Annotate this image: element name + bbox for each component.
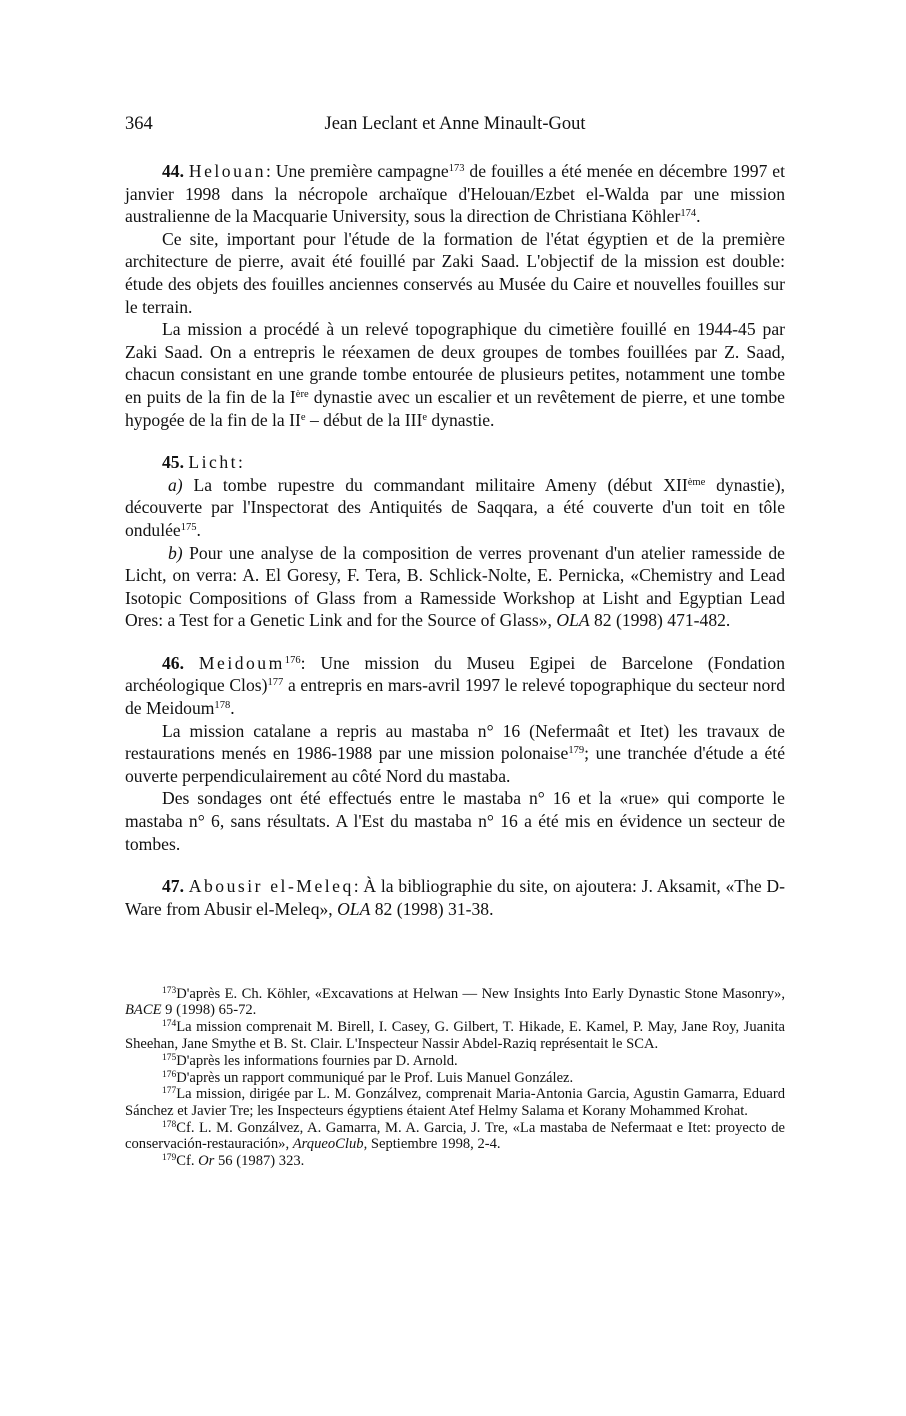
section-47-paragraph: 47. Abousir el-Meleq: À la bibliographie du site, on ajoutera: J. Aksamit, «The D-Ware from Abusir el-Meleq», OLA 82 (1998) 31-38. [125,876,785,919]
section-45-item-b: b) Pour une analyse de la composition de verres provenant d'un atelier ramesside de Licht, on verra: A. El Goresy, F. Tera, B. Schlick-Nolte, E. Pernicka, «Chemistry and Lead Isotopic Compositions of Glass from a Ramesside Workshop at Lisht and Egyptian Lead Ores: a Test for a Genetic Link and for the Source of Glass», OLA 82 (1998) 471-482. [125,542,785,631]
footnote-number: 177 [162,1086,177,1097]
section-number: 46. [162,652,184,673]
item-label: b) [168,542,183,563]
footnote-ref: 173 [448,163,465,175]
running-title: Jean Leclant et Anne Minault-Gout [324,114,586,134]
footnote-ref: 178 [214,700,231,712]
footnote-number: 179 [162,1152,177,1163]
journal-title: Or [198,1153,215,1170]
footnote-176: $^{176}$D'après un rapport communiqué par le Prof. Luis Manuel González. [162,1069,574,1086]
section-45-heading: 45. Licht: [162,452,243,473]
footnote-178: $^{178}$Cf. L. M. Gonzálvez, A. Gamarra, M. A. Garcia, J. Tre, «La mastaba de Nefermaat e Itet: proyecto de conservación-restauración», ArqueoClub, Septiembre 1998, 2-4. [125,1119,785,1153]
section-number: 45. [162,452,184,473]
site-name: Licht [188,452,239,473]
footnote-ref: 175 [180,522,197,534]
section-45-item-a: a) La tombe rupestre du commandant militaire Ameny (début XIIème dynastie), découverte par l'Inspectorat des Antiquités de Saqqara, a été couverte d'un toit en tôle ondulée$^{175}$. [125,474,785,540]
section-46-paragraph-1: 46. Meidoum$^{176}$: Une mission du Museu Egipei de Barcelone (Fondation archéologique Clos)$^{177}$ a entrepris en mars-avril 1997 le relevé topographique du secteur nord de Meidoum$^{178}$. [125,652,785,719]
footnotes [125,986,785,1170]
footnote-173: $^{173}$D'après E. Ch. Köhler, «Excavations at Helwan — New Insights Into Early Dynastic Stone Masonry», BACE 9 (1998) 65-72. [125,985,785,1019]
footnote-number: 176 [162,1069,177,1080]
footnote-175: $^{175}$D'après les informations fournies par D. Arnold. [162,1052,458,1069]
section-46-paragraph-2: La mission catalane a repris au mastaba n° 16 (Nefermaât et Itet) les travaux de restaurations menés en 1986-1988 par une mission polonaise$^{179}$; une tranchée d'étude a été ouverte perpendiculairement au côté Nord du mastaba. [125,720,785,786]
section-44-paragraph-2: Ce site, important pour l'étude de la formation de l'état égyptien et de la première architecture de pierre, avait été fouillé par Zaki Saad. L'objectif de la mission est double: étude des objets des fouilles anciennes conservés au Musée du Caire et nouvelles fouilles sur le terrain. [125,228,785,317]
journal-title: OLA [556,610,590,631]
section-number: 44. [162,161,184,181]
journal-title: BACE [125,1002,162,1019]
footnote-179: $^{179}$Cf. Or 56 (1987) 323. [162,1152,305,1170]
item-label: a) [168,474,183,495]
footnote-174: $^{174}$La mission comprenait M. Birell, I. Casey, G. Gilbert, T. Hikade, E. Kamel, P. May, Jane Roy, Juanita Sheehan, Jane Smythe et B. St. Clair. L'Inspecteur Nassir Abdel-Raziq représentait le SCA. [125,1019,785,1052]
site-name: Helouan [188,161,266,181]
page-number: 364 [125,114,153,134]
site-name: Abousir el-Meleq [188,876,354,897]
running-header [125,114,785,138]
main-text [125,160,785,920]
section-46-paragraph-3: Des sondages ont été effectués entre le mastaba n° 16 et la «rue» qui comporte le mastaba n° 6, sans résultats. A l'Est du mastaba n° 16 a été mis en évidence un secteur de tombes. [125,788,785,854]
footnote-number: 178 [162,1119,177,1130]
section-44-paragraph-1: 44. Helouan: Une première campagne$^{173}$ de fouilles a été menée en décembre 1997 et janvier 1998 dans la nécropole archaïque d'Helouan/Ezbet el-Walda par une mission australienne de la Macquarie University, sous la direction de Christiana Köhler$^{174}$. [125,161,785,227]
section-number: 47. [162,876,184,897]
footnote-number: 174 [162,1019,177,1030]
section-44-paragraph-3: La mission a procédé à un relevé topographique du cimetière fouillé en 1944-45 par Zaki Saad. On a entrepris le réexamen de deux groupes de tombes fouillées par Z. Saad, chacun consistant en une grande tombe entourée de plusieurs petites, notamment une tombe en puits de la fin de la Ière dynastie avec un escalier et un revêtement de pierre, et une tombe hypogée de la fin de la IIe – début de la IIIe dynastie. [125,319,785,430]
footnote-ref: 176 [284,655,301,667]
footnote-ref: 177 [267,677,284,689]
journal-title: OLA [337,898,371,919]
footnote-ref: 179 [568,745,585,757]
journal-title: ArqueoClub [292,1136,364,1153]
footnote-number: 175 [162,1052,177,1063]
site-name: Meidoum [198,652,285,673]
footnote-number: 173 [162,985,177,996]
footnote-ref: 174 [680,208,697,220]
footnote-177: $^{177}$La mission, dirigée par L. M. Gonzálvez, comprenait Maria-Antonia Garcia, Agustin Gamarra, Eduard Sánchez et Javier Tre; les Inspecteurs égyptiens étaient Atef Helmy Salama et Korany Mohammed Krohat. [125,1086,785,1119]
